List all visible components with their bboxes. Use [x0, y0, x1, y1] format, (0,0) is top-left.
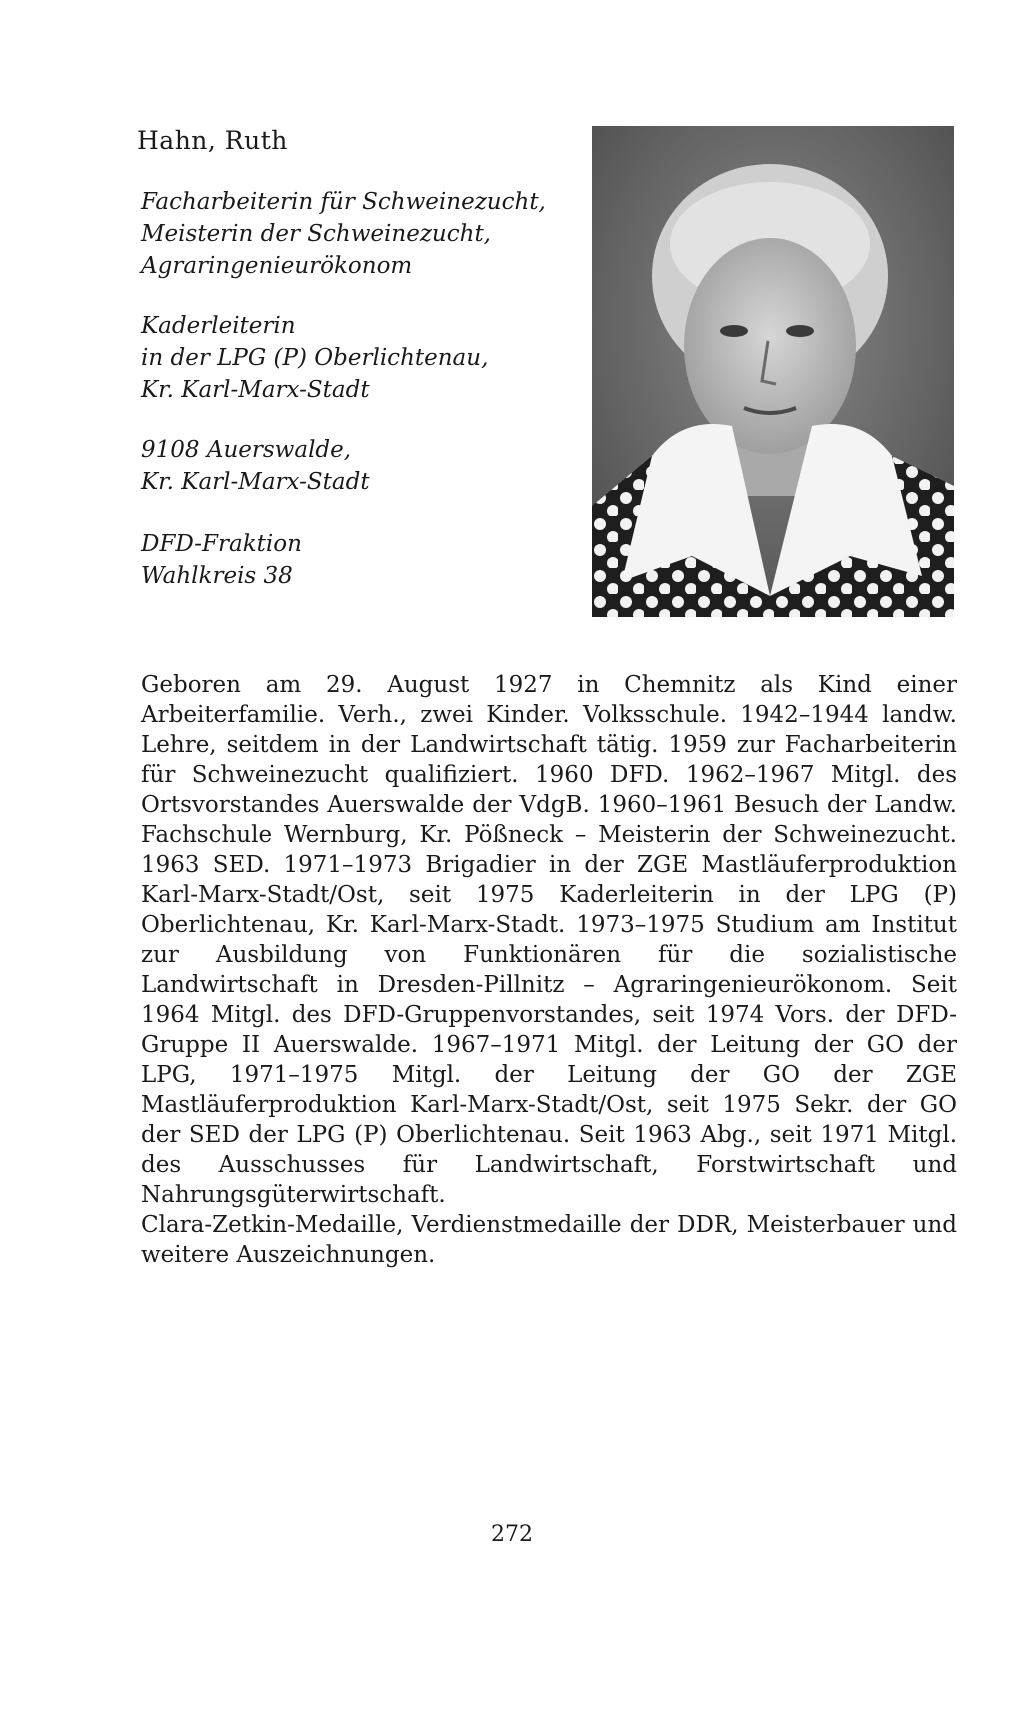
current-position [141, 310, 488, 406]
position-line: in der LPG (P) Oberlichtenau, [141, 345, 489, 371]
faction-line: DFD-Fraktion [141, 531, 302, 557]
qualification-line: Agraringenieurökonom [141, 253, 413, 279]
constituency-line: Wahlkreis 38 [141, 563, 293, 589]
qualification-line: Meisterin der Schweinezucht, [141, 221, 491, 247]
portrait-photo-icon [592, 126, 954, 617]
biography-text: Geboren am 29. August 1927 in Chemnitz als Kind einer Arbeiterfamilie. Verh., zwei Kinder. Volksschule. 1942–1944 landw. Lehre, seitdem in der Landwirtschaft tätig. 1959 zur Facharbeiterin für Schweinezucht qualifiziert. 1960 DFD. 1962–1967 Mitgl. des Ortsvorstandes Auerswalde der VdgB. 1960–1961 Besuch der Landw. Fachschule Wernburg, Kr. Pößneck – Meisterin der Schweinezucht. 1963 SED. 1971–1973 Brigadier in der ZGE Mastläuferproduktion Karl-Marx-Stadt/Ost, seit 1975 Kaderleiterin in der LPG (P) Oberlichtenau, Kr. Karl-Marx-Stadt. 1973–1975 Studium am Institut zur Ausbildung von Funktionären für die sozialistische Landwirtschaft in Dresden-Pillnitz – Agraringenieurökonom. Seit 1964 Mitgl. des DFD-Gruppenvorstandes, seit 1974 Vors. der DFD-Gruppe II Auerswalde. 1967–1971 Mitgl. der Leitung der GO der LPG, 1971–1975 Mitgl. der Leitung der GO der ZGE Mastläuferproduktion Karl-Marx-Stadt/Ost, seit 1975 Sekr. der GO der SED der LPG (P) Oberlichtenau. Seit 1963 Abg., seit 1971 Mitgl. des Ausschusses für Landwirtschaft, Forstwirtschaft und Nahrungsgüterwirtschaft. [141, 672, 957, 1208]
qualifications [141, 186, 546, 282]
person-name: Hahn, Ruth [137, 126, 288, 155]
awards-text: Clara-Zetkin-Medaille, Verdienstmedaille der DDR, Meisterbauer und weitere Auszeichnungen. [141, 1212, 957, 1268]
qualification-line: Facharbeiterin für Schweinezucht, [141, 189, 546, 215]
faction-info [141, 528, 302, 592]
position-line: Kaderleiterin [141, 313, 296, 339]
address [141, 434, 370, 498]
biography [141, 670, 957, 1270]
page-number: 272 [491, 1522, 533, 1547]
portrait-photo [592, 126, 954, 617]
address-line: 9108 Auerswalde, [141, 437, 352, 463]
address-line: Kr. Karl-Marx-Stadt [141, 469, 370, 495]
position-line: Kr. Karl-Marx-Stadt [141, 377, 370, 403]
